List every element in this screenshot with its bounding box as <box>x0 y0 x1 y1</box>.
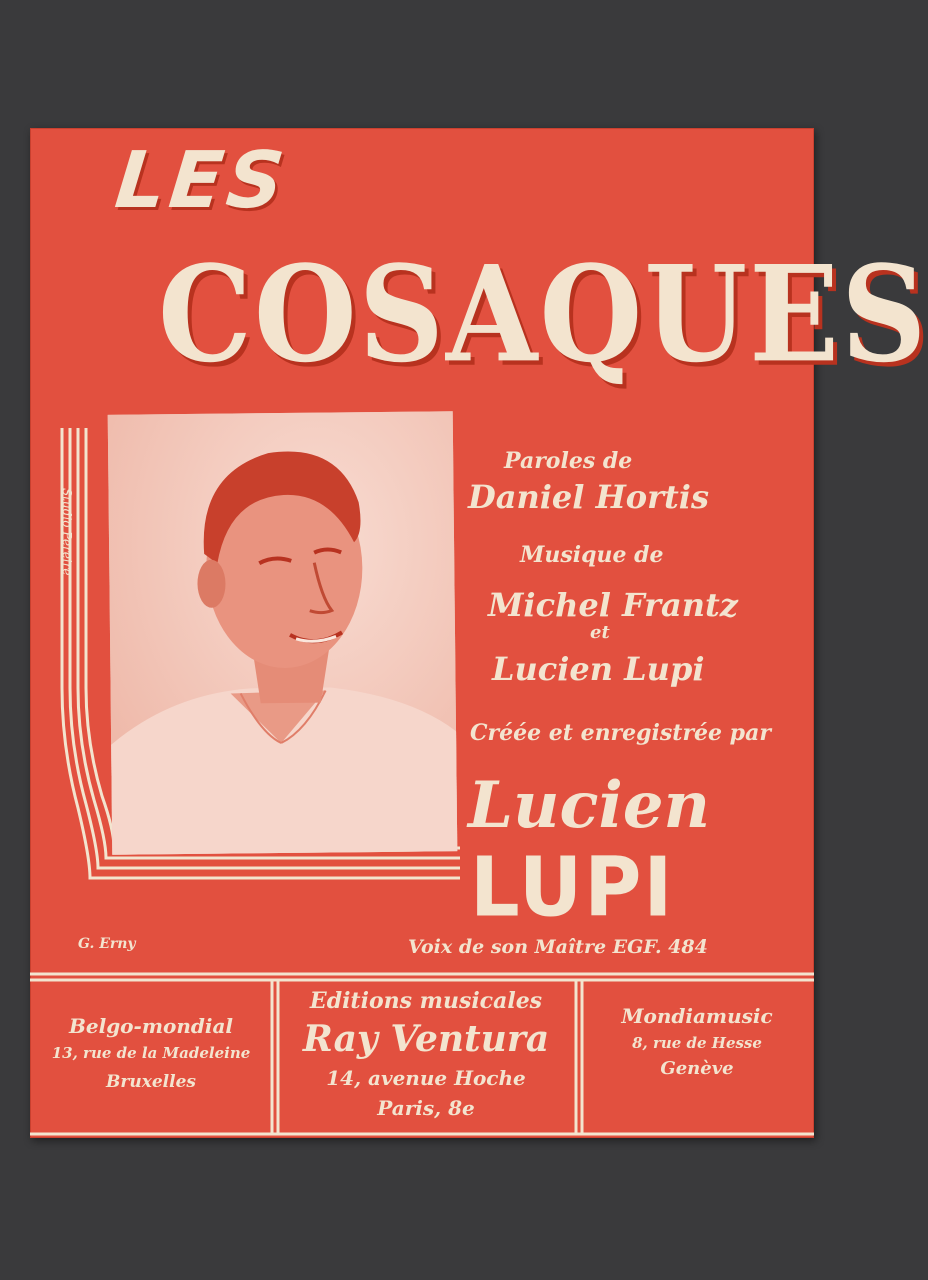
publisher-left-city: Bruxelles <box>106 1072 196 1092</box>
publisher-center-city: Paris, 8e <box>377 1096 475 1120</box>
record-label: Voix de son Maître EGF. 484 <box>408 936 708 958</box>
title-line-2: COSAQUES <box>158 236 928 392</box>
composer-1-name: Michel Frantz <box>488 586 738 624</box>
photo-credit: Studio Pereire <box>60 488 74 576</box>
publisher-right-city: Genève <box>660 1058 734 1079</box>
created-label: Créée et enregistrée par <box>470 720 771 746</box>
performer-last-name: LUPI <box>470 840 675 936</box>
title-line-1: LES <box>111 136 292 226</box>
publisher-center-name: Ray Ventura <box>302 1018 550 1060</box>
publisher-center-address: 14, avenue Hoche <box>326 1066 526 1090</box>
publisher-left-address: 13, rue de la Madeleine <box>51 1044 251 1062</box>
lyrics-label: Paroles de <box>504 448 633 474</box>
publisher-center <box>276 978 576 1138</box>
and-text: et <box>590 622 610 643</box>
artist-signature: G. Erny <box>78 936 136 952</box>
performer-portrait <box>108 411 458 855</box>
publisher-left-name: Belgo-mondial <box>68 1014 234 1038</box>
sheet-music-cover <box>30 128 928 1138</box>
performer-first-name: Lucien <box>468 768 711 843</box>
composer-2-name: Lucien Lupi <box>492 650 705 688</box>
publisher-center-line1: Editions musicales <box>309 988 543 1014</box>
publisher-left <box>30 978 272 1138</box>
publisher-right <box>580 978 814 1138</box>
publisher-table <box>30 978 814 1138</box>
lyricist-name: Daniel Hortis <box>468 478 709 516</box>
publisher-right-name: Mondiamusic <box>621 1004 773 1028</box>
music-label: Musique de <box>520 542 664 568</box>
publisher-right-address: 8, rue de Hesse <box>632 1034 762 1052</box>
